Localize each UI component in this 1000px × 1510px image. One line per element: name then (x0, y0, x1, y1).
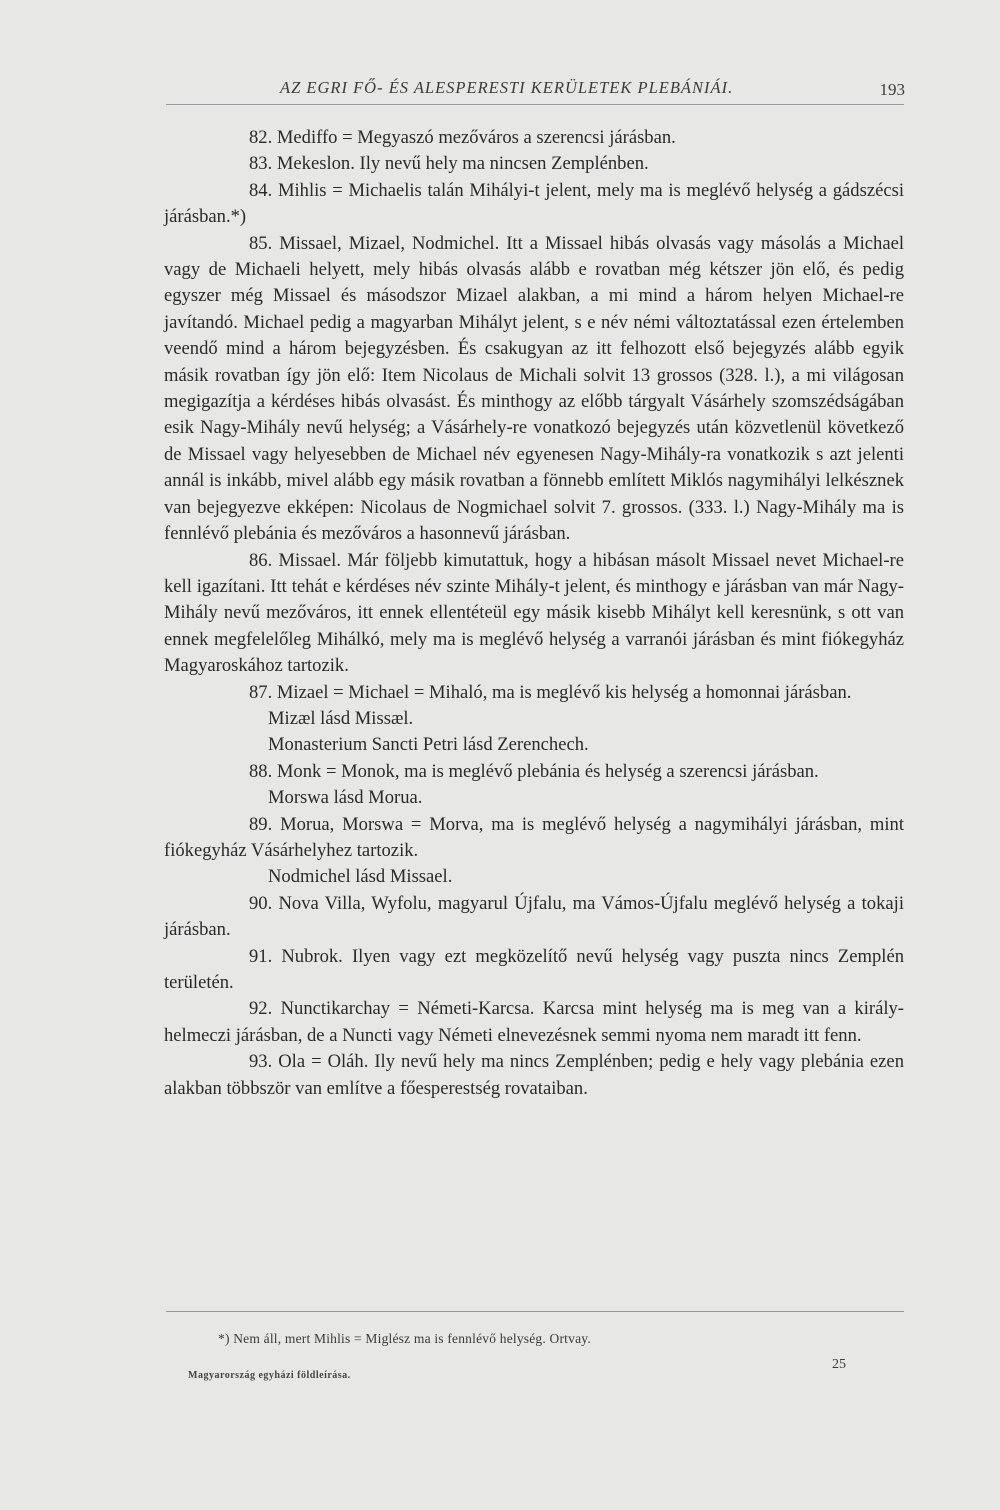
entry-91: 91. Nubrok. Ilyen vagy ezt megközelítő nevű helység vagy puszta nincs Zemplén területén. (164, 945, 904, 993)
footnote: *) Nem áll, mert Mihlis = Miglész ma is fennlévő helység. Ortvay. (218, 1331, 591, 1346)
cross-reference: Mizæl lásd Missæl. (268, 707, 414, 729)
sheet-number: 25 (832, 1357, 846, 1372)
footnote-rule (166, 1311, 904, 1312)
entry-89: 89. Morua, Morswa = Morva, ma is meglévő helység a nagymihályi járásban, mint fiókegyház Vásárhelyhez tartozik. (164, 813, 904, 861)
body-text (164, 125, 904, 1102)
running-title: AZ EGRI FŐ- ÉS ALESPERESTI KERÜLETEK PLEBÁNIÁI. (280, 78, 734, 97)
entry-92: 92. Nunctikarchay = Németi-Karcsa. Karcsa mint helység ma is meg van a király-helmeczi járásban, de a Nuncti vagy Németi elnevezésnek semmi nyoma nem maradt itt fenn. (164, 998, 904, 1046)
entry-83: 83. Mekeslon. Ily nevű hely ma nincsen Zemplénben. (249, 153, 649, 175)
entry-82: 82. Mediffo = Megyaszó mezőváros a szerencsi járásban. (249, 127, 676, 148)
entry-87: 87. Mizael = Michael = Mihaló, ma is meglévő kis helység a homonnai járásban. (249, 681, 852, 703)
entry-84: 84. Mihlis = Michaelis talán Mihályi-t jelent, mely ma is meglévő helység a gádszécsi járásban.*) (164, 179, 904, 228)
entry-86: 86. Missael. Már följebb kimutattuk, hogy a hibásan másolt Missael nevet Michael-re kell igazítani. Itt tehát e kérdéses név szinte Mihály-t jelent, és minthogy e járásban van már Nagy-Mihály nevű mezőváros, itt ennek ellentéteül egy másik kisebb Mihályt kell keresnünk, s ott van ennek megfelelőleg Mihálkó, mely ma is meglévő helység a varranói járásban és mint fiókegyház Magyaroskához tartozik. (164, 549, 904, 677)
entry-88: 88. Monk = Monok, ma is meglévő plebánia és helység a szerencsi járásban. (249, 760, 819, 782)
cross-reference: Nodmichel lásd Missael. (268, 866, 453, 888)
printer-signature: Magyarország egyházi földleírása. (188, 1370, 351, 1381)
entry-93: 93. Ola = Oláh. Ily nevű hely ma nincs Zemplénben; pedig e hely vagy plebánia ezen alakban többször van említve a főesperestség rovataiban. (164, 1051, 904, 1099)
entry-85: 85. Missael, Mizael, Nodmichel. Itt a Missael hibás olvasás vagy másolás a Michael vagy de Michaeli helyett, mely hibás olvasás alább e rovatban még kétszer jön elő, és pedig egyszer még Missael és másodszor Mizael alakban, a mi mind a három helyen Michael-re javítandó. Michael pedig a magyarban Mihályt jelent, s e név némi változtatással ezen értelemben veendő mind a három bejegyzésben. És csakugyan az itt felhozott első bejegyzés alább egyik másik rovatban így jön elő: Item Nicolaus de Michali solvit 13 grossos (328. l.), a mi világosan megigazítja a kérdéses hibás olvasást. És minthogy az előbb tárgyalt Vásárhely szomszédságában esik Nagy-Mihály nevű helység; a Vásárhely-re vonatkozó bejegyzés után közvetlenül következő de Missael vagy helyesebben de Michael név egyenesen Nagy-Mihály-ra vonatkozik s azt jelenti annál is inkább, mivel alább egy másik rovatban a fönnebb említett Miklós nagymihályi lelkésznek van bejegyezve ekképen: Nicolaus de Nogmichael solvit 7. grossos. (333. l.) Nagy-Mihály ma is fennlévő plebánia és mezőváros a hasonnevű járásban. (164, 232, 904, 545)
page-number: 193 (879, 80, 905, 99)
running-header (160, 78, 905, 102)
cross-reference: Morswa lásd Morua. (268, 787, 423, 809)
cross-reference: Monasterium Sancti Petri lásd Zerenchech. (268, 734, 589, 756)
header-rule (166, 104, 904, 105)
entry-90: 90. Nova Villa, Wyfolu, magyarul Újfalu, ma Vámos-Újfalu meglévő helység a tokaji járásban. (164, 892, 904, 941)
